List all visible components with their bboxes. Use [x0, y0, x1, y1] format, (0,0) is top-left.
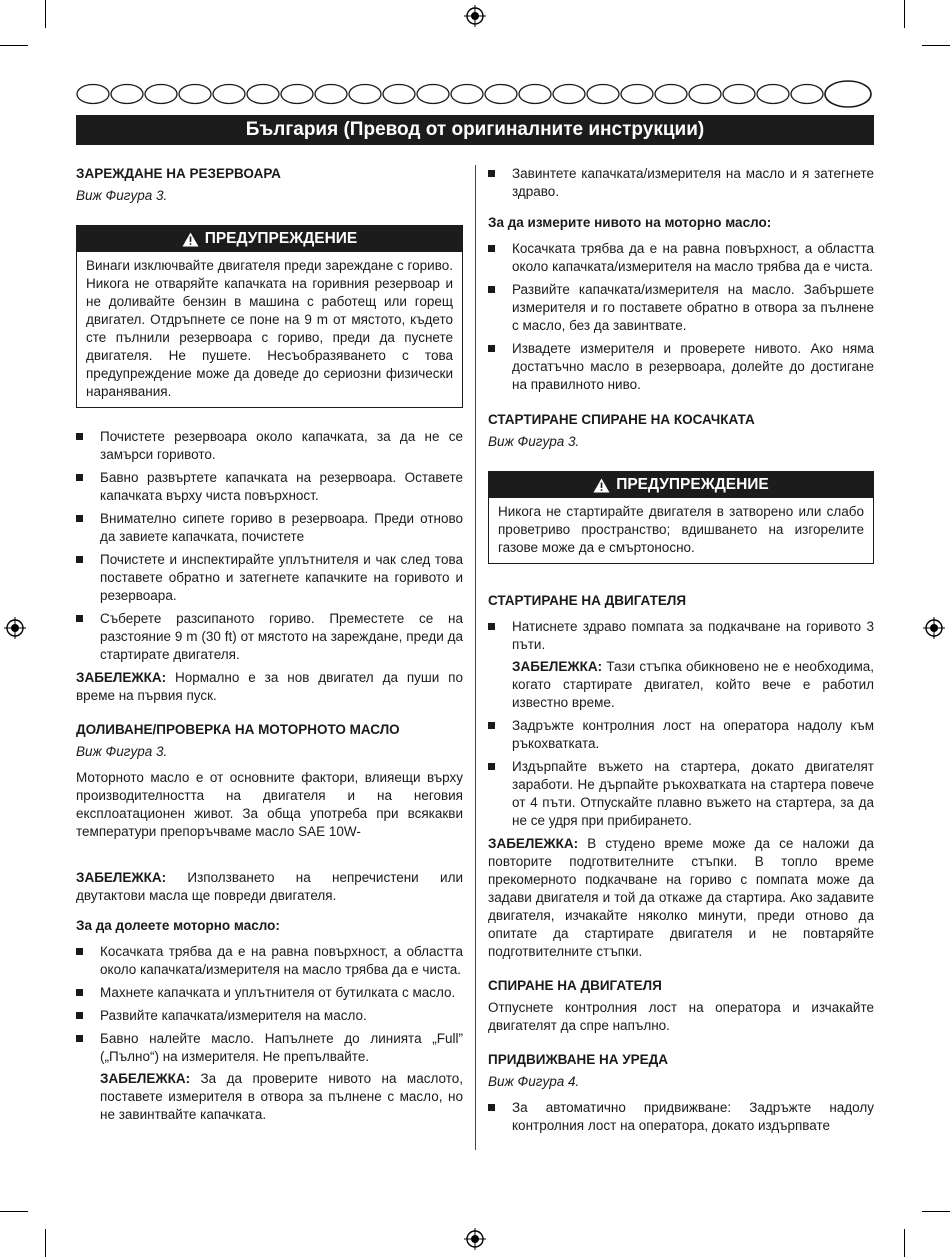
list-item: Съберете разсипаното гориво. Преместете се на разстояние 9 m (30 ft) от мястото на зареждане, преди да стартирате двигателя. [76, 610, 463, 664]
trim-mark [922, 1211, 950, 1212]
warning-text: Винаги изключвайте двигателя преди зареждане с гориво. Никога не отваряйте капачката на горивния резервоар и не доливайте бензин в машина с работещ или горещ двигател. Отдръпнете се поне на 9 m от мястото, където сте пълнили резервоара с гориво, преди да пуснете двигателя. Не пушете. Несъобразяването с това предупреждение може да доведе до сериозни физически наранявания. [86, 258, 453, 399]
bullet-icon [76, 1035, 83, 1042]
section-heading-stop-engine: СПИРАНЕ НА ДВИГАТЕЛЯ [488, 978, 662, 993]
language-tab [281, 85, 313, 104]
bullet-icon [488, 1104, 495, 1111]
page-title: България (Превод от оригиналните инструкции) [76, 115, 874, 145]
language-tab [213, 85, 245, 104]
registration-mark-icon [4, 617, 26, 639]
bullet-icon [488, 286, 495, 293]
language-tab [383, 85, 415, 104]
bullet-icon [76, 615, 83, 622]
section-heading-drive: ПРИДВИЖВАНЕ НА УРЕДА [488, 1052, 669, 1067]
language-tab [791, 85, 823, 104]
note: ЗАБЕЛЕЖКА: Нормално е за нов двигател да пуши по време на първия пуск. [76, 670, 463, 703]
language-tab [77, 85, 109, 104]
warning-box [76, 225, 463, 408]
bullet-icon [76, 556, 83, 563]
subheading: За да измерите нивото на моторно масло: [488, 215, 772, 230]
language-tab [621, 85, 653, 104]
drive-steps-list [488, 1099, 874, 1135]
stop-engine-text: Отпуснете контролния лост на оператора и изчакайте двигателят да спре напълно. [488, 1000, 874, 1033]
language-tab-active [825, 81, 871, 107]
language-tab [145, 85, 177, 104]
fuel-steps-list [76, 428, 463, 664]
language-tab [349, 85, 381, 104]
bullet-icon [76, 433, 83, 440]
warning-header [489, 472, 873, 498]
oil-intro: Моторното масло е от основните фактори, влияещи върху производителността на двигателя и на неговия експлоатационен живот. За обща употреба при всякакви температури препоръчваме масло SAE 10W- [76, 770, 463, 839]
bullet-icon [488, 245, 495, 252]
figure-reference: Виж Фигура 3. [76, 188, 168, 203]
list-item: Извадете измерителя и проверете нивото. Ако няма достатъчно масло в резервоара, долейте до достигане на правилното ниво. [488, 340, 874, 394]
note: ЗАБЕЛЕЖКА: Тази стъпка обикновено не е необходима, когато стартирате двигател, който вече е работил известно време. [512, 659, 874, 710]
trim-mark [0, 45, 28, 46]
language-tab [111, 85, 143, 104]
list-item: Внимателно сипете гориво в резервоара. Преди отново да завиете капачката, почистете [76, 510, 463, 546]
list-item: Развийте капачката/измерителя на масло. [76, 1007, 463, 1025]
warning-triangle-icon [593, 478, 610, 493]
language-tab [451, 85, 483, 104]
bullet-icon [488, 722, 495, 729]
note: ЗАБЕЛЕЖКА: Използването на непречистени или двутактови масла ще повреди двигателя. [76, 870, 463, 903]
trim-mark [0, 1211, 28, 1212]
bullet-icon [76, 515, 83, 522]
start-engine-steps-list [488, 618, 874, 830]
language-tab [247, 85, 279, 104]
registration-mark-icon [464, 5, 486, 27]
language-tab [179, 85, 211, 104]
trim-mark [904, 0, 905, 28]
bullet-icon [76, 989, 83, 996]
figure-reference: Виж Фигура 4. [488, 1074, 580, 1089]
list-item: Бавно налейте масло. Напълнете до линията „Full” („Пълно“) на измерителя. Не препълвайте. ЗАБЕЛЕЖКА: За да проверите нивото на маслото, поставете измерителя в отвора за пълнене с масло, но не завинтвайте капачката. [76, 1030, 463, 1124]
language-tab [757, 85, 789, 104]
section-heading-fuel: ЗАРЕЖДАНЕ НА РЕЗЕРВОАРА [76, 166, 281, 181]
list-item: Почистете и инспектирайте уплътнителя и чак след това поставете обратно и затегнете капачките на горивото и резервоара. [76, 551, 463, 605]
bullet-icon [76, 948, 83, 955]
trim-mark [904, 1229, 905, 1257]
language-tab [485, 85, 517, 104]
language-tab [723, 85, 755, 104]
list-item: За автоматично придвижване: Задръжте надолу контролния лост на оператора, докато издърпвате [488, 1099, 874, 1135]
language-tabs [76, 80, 874, 108]
oil-fill-steps-cont [488, 165, 874, 201]
registration-mark-icon [923, 617, 945, 639]
warning-header [77, 226, 462, 252]
warning-text: Никога не стартирайте двигателя в затворено или слабо проветриво пространство; вдишването на изгорелите газове може да е смъртоносно. [498, 504, 864, 555]
language-tab [417, 85, 449, 104]
language-tab [655, 85, 687, 104]
bullet-icon [488, 623, 495, 630]
list-item: Бавно развъртете капачката на резервоара. Оставете капачката върху чиста повърхност. [76, 469, 463, 505]
bullet-icon [488, 345, 495, 352]
section-heading-start-stop: СТАРТИРАНЕ СПИРАНЕ НА КОСАЧКАТА [488, 412, 755, 427]
language-tab [689, 85, 721, 104]
list-item: Издърпайте въжето на стартера, докато двигателят заработи. Не дърпайте ръкохватката на стартера повече от 4 пъти. Отпускайте плавно въжето на стартера, за да не се удря при прибирането. [488, 758, 874, 830]
warning-title: ПРЕДУПРЕЖДЕНИЕ [616, 476, 769, 493]
list-item: Завинтете капачката/измерителя на масло и я затегнете здраво. [488, 165, 874, 201]
registration-mark-icon [464, 1228, 486, 1250]
list-item: Задръжте контролния лост на оператора надолу към ръкохватката. [488, 717, 874, 753]
note: ЗАБЕЛЕЖКА: За да проверите нивото на маслото, поставете измерителя в отвора за пълнене с масло, но не завинтвайте капачката. [100, 1071, 463, 1122]
oil-measure-steps-list [488, 240, 874, 394]
warning-title: ПРЕДУПРЕЖДЕНИЕ [204, 230, 358, 247]
bullet-icon [76, 1012, 83, 1019]
list-item: Косачката трябва да е на равна повърхност, а областта около капачката/измерителя на масло трябва да е чиста. [488, 240, 874, 276]
warning-triangle-icon [182, 232, 199, 247]
oil-fill-steps-list [76, 943, 463, 1124]
figure-reference: Виж Фигура 3. [488, 434, 580, 449]
left-column [76, 165, 463, 1129]
section-heading-oil: ДОЛИВАНЕ/ПРОВЕРКА НА МОТОРНОТО МАСЛО [76, 722, 400, 737]
list-item: Махнете капачката и уплътнителя от бутилката с масло. [76, 984, 463, 1002]
language-tab [315, 85, 347, 104]
bullet-icon [488, 170, 495, 177]
subheading: За да долеете моторно масло: [76, 918, 280, 933]
list-item: Развийте капачката/измерителя на масло. Забършете измерителя и го поставете обратно в отвора за пълнене с масло, без да завинтвате. [488, 281, 874, 335]
trim-mark [45, 1229, 46, 1257]
list-item: Почистете резервоара около капачката, за да не се замърси горивото. [76, 428, 463, 464]
language-tab [519, 85, 551, 104]
list-item: Натиснете здраво помпата за подкачване на горивото 3 пъти. ЗАБЕЛЕЖКА: Тази стъпка обикновено не е необходима, когато стартирате двигател, който вече е работил известно време. [488, 618, 874, 712]
column-divider [475, 165, 476, 1150]
language-tab [587, 85, 619, 104]
trim-mark [45, 0, 46, 28]
bullet-icon [76, 474, 83, 481]
trim-mark [922, 45, 950, 46]
bullet-icon [488, 763, 495, 770]
warning-box [488, 471, 874, 564]
figure-reference: Виж Фигура 3. [76, 744, 168, 759]
right-column [488, 165, 874, 1140]
list-item: Косачката трябва да е на равна повърхност, а областта около капачката/измерителя на масло трябва да е чиста. [76, 943, 463, 979]
language-tab [553, 85, 585, 104]
section-heading-start-engine: СТАРТИРАНЕ НА ДВИГАТЕЛЯ [488, 593, 687, 608]
note: ЗАБЕЛЕЖКА: В студено време може да се наложи да повторите подготвителните стъпки. В топло време прекомерното подкачване на гориво с помпата може да задави двигателя и той да откаже да стартира. Ако задавите двигателя, изчакайте няколко минути, преди отново да опитате да стартирате двигателя и не повтаряйте подготвителните стъпки. [488, 836, 874, 959]
